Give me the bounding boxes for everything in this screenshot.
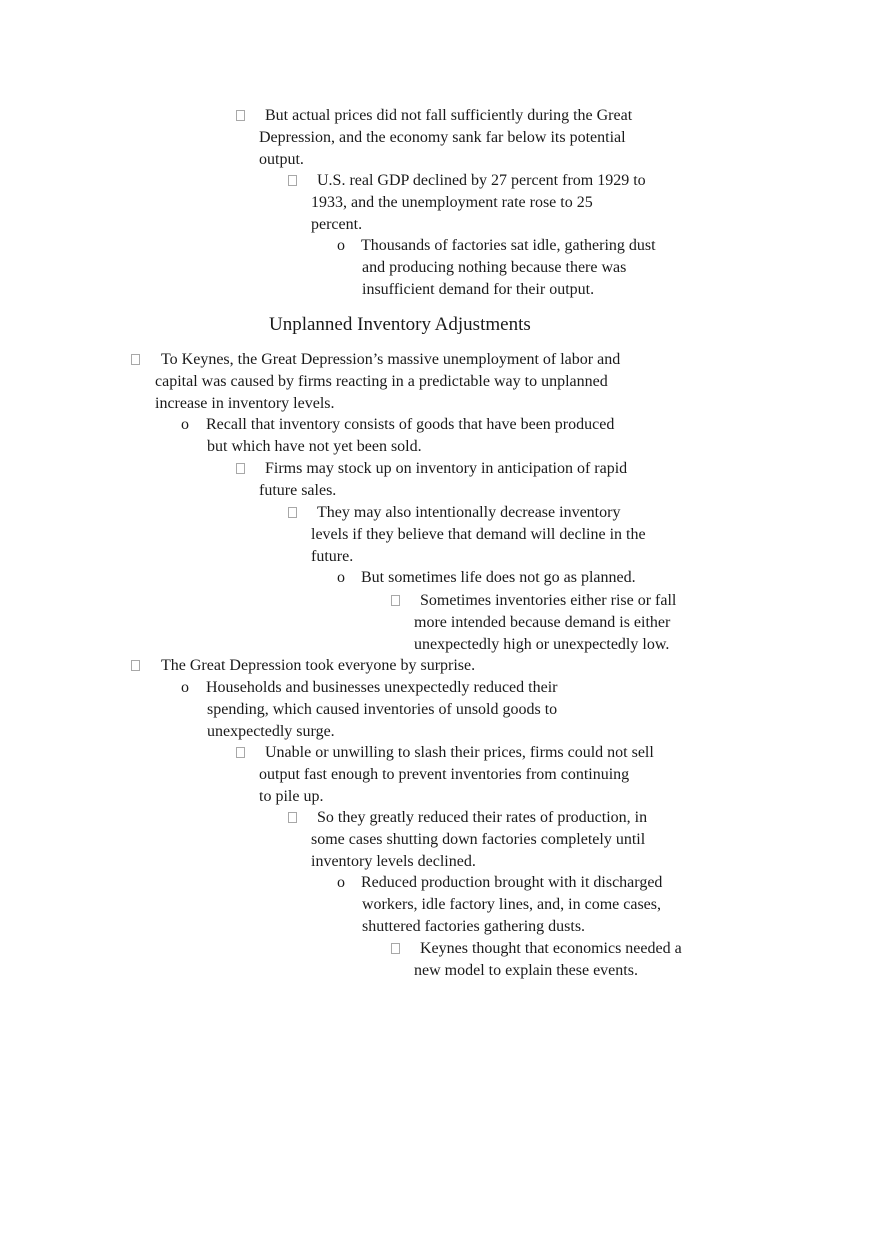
list-item	[181, 414, 615, 458]
list-item-line: spending, which caused inventories of unsold goods to	[207, 701, 558, 718]
list-item-line: more intended because demand is either	[414, 614, 671, 631]
list-item-line: They may also intentionally decrease inventory	[317, 504, 621, 521]
list-item	[181, 677, 558, 743]
section-heading: Unplanned Inventory Adjustments	[269, 314, 531, 335]
list-item-line: Unable or unwilling to slash their prices, firms could not sell	[265, 744, 654, 761]
square-bullet-icon	[288, 175, 297, 186]
list-item	[311, 170, 646, 236]
o-bullet-icon: o	[181, 679, 189, 696]
square-bullet-icon	[236, 463, 245, 474]
square-bullet-icon	[236, 747, 245, 758]
square-bullet-icon	[391, 595, 400, 606]
square-bullet-icon	[288, 507, 297, 518]
list-item-line: unexpectedly high or unexpectedly low.	[414, 636, 670, 653]
list-item-line: percent.	[311, 216, 363, 233]
list-item	[259, 458, 628, 502]
list-item-line: output fast enough to prevent inventories from continuing	[259, 766, 630, 783]
list-item-line: to pile up.	[259, 788, 324, 805]
list-item	[259, 105, 633, 171]
list-item	[311, 502, 646, 568]
list-item-line: To Keynes, the Great Depression’s massive unemployment of labor and	[161, 351, 621, 368]
list-item-line: Households and businesses unexpectedly reduced their	[206, 679, 558, 696]
list-item-line: But actual prices did not fall sufficiently during the Great	[265, 107, 633, 124]
list-item-line: Thousands of factories sat idle, gathering dust	[361, 237, 656, 254]
list-item-line: unexpectedly surge.	[207, 723, 335, 740]
list-item-line: new model to explain these events.	[414, 962, 638, 979]
list-item-line: workers, idle factory lines, and, in come cases,	[362, 896, 662, 913]
list-item-line: The Great Depression took everyone by surprise.	[161, 657, 476, 674]
list-item	[155, 349, 621, 415]
list-item-line: So they greatly reduced their rates of production, in	[317, 809, 648, 826]
list-item-line: capital was caused by firms reacting in a predictable way to unplanned	[155, 373, 608, 390]
o-bullet-icon: o	[337, 569, 345, 586]
list-item-line: and producing nothing because there was	[362, 259, 627, 276]
list-item-line: Reduced production brought with it discharged	[361, 874, 663, 891]
list-item-line: But sometimes life does not go as planned.	[361, 569, 636, 586]
list-item	[414, 938, 682, 982]
list-item-line: some cases shutting down factories completely until	[311, 831, 646, 848]
list-item-line: Sometimes inventories either rise or fall	[420, 592, 677, 609]
list-item-line: output.	[259, 151, 304, 168]
square-bullet-icon	[236, 110, 245, 121]
list-item	[155, 655, 476, 677]
list-item-line: U.S. real GDP declined by 27 percent from 1929 to	[317, 172, 646, 189]
list-item-line: increase in inventory levels.	[155, 395, 335, 412]
o-bullet-icon: o	[337, 237, 345, 254]
list-item-line: future.	[311, 548, 354, 565]
list-item	[259, 742, 654, 808]
list-item-line: Recall that inventory consists of goods that have been produced	[206, 416, 615, 433]
list-item	[337, 567, 637, 589]
list-item-line: shuttered factories gathering dusts.	[362, 918, 586, 935]
square-bullet-icon	[391, 943, 400, 954]
square-bullet-icon	[131, 354, 140, 365]
square-bullet-icon	[131, 660, 140, 671]
list-item-line: Firms may stock up on inventory in anticipation of rapid	[265, 460, 628, 477]
list-item-line: insufficient demand for their output.	[362, 281, 595, 298]
list-item	[311, 807, 648, 873]
list-item	[337, 235, 657, 301]
list-item-line: but which have not yet been sold.	[207, 438, 422, 455]
list-item-line: inventory levels declined.	[311, 853, 476, 870]
list-item-line: Keynes thought that economics needed a	[420, 940, 682, 957]
list-item	[337, 872, 663, 938]
o-bullet-icon: o	[337, 874, 345, 891]
square-bullet-icon	[288, 812, 297, 823]
list-item-line: future sales.	[259, 482, 337, 499]
o-bullet-icon: o	[181, 416, 189, 433]
list-item-line: levels if they believe that demand will decline in the	[311, 526, 646, 543]
list-item-line: Depression, and the economy sank far below its potential	[259, 129, 626, 146]
list-item	[414, 590, 677, 656]
list-item-line: 1933, and the unemployment rate rose to 25	[311, 194, 593, 211]
